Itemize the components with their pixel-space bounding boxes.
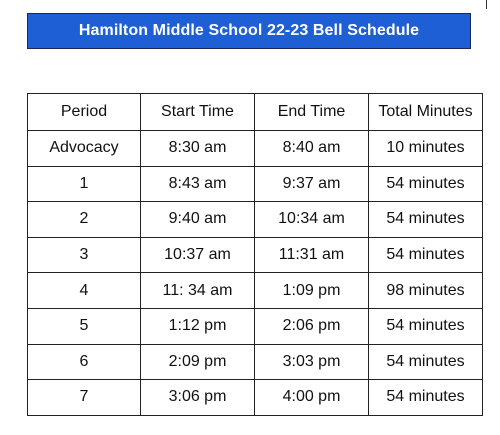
- cell-start-time: 8:43 am: [141, 166, 255, 202]
- cell-end-time: 3:03 pm: [255, 344, 369, 380]
- column-header-start-time: Start Time: [141, 94, 255, 131]
- table-row: [28, 166, 483, 202]
- cell-total-minutes: 54 minutes: [369, 308, 483, 344]
- column-header-period: Period: [28, 94, 141, 131]
- table-row: [28, 380, 483, 416]
- table-row: [28, 202, 483, 238]
- cell-total-minutes: 10 minutes: [369, 131, 483, 167]
- table-row: [28, 131, 483, 167]
- cell-total-minutes: 98 minutes: [369, 273, 483, 309]
- table-row: [28, 273, 483, 309]
- cell-start-time: 2:09 pm: [141, 344, 255, 380]
- page-title-text: Hamilton Middle School 22-23 Bell Schedule: [78, 22, 420, 39]
- cell-start-time: 3:06 pm: [141, 380, 255, 416]
- cell-start-time: 11: 34 am: [141, 273, 255, 309]
- cell-period: Advocacy: [28, 131, 141, 167]
- edge-divider: [486, 0, 487, 9]
- cell-total-minutes: 54 minutes: [369, 344, 483, 380]
- cell-end-time: 8:40 am: [255, 131, 369, 167]
- cell-start-time: 8:30 am: [141, 131, 255, 167]
- cell-period: 4: [28, 273, 141, 309]
- cell-end-time: 10:34 am: [255, 202, 369, 238]
- table-row: [28, 308, 483, 344]
- cell-start-time: 9:40 am: [141, 202, 255, 238]
- cell-period: 3: [28, 237, 141, 273]
- cell-end-time: 4:00 pm: [255, 380, 369, 416]
- column-header-total-minutes: Total Minutes: [369, 94, 483, 131]
- table-header-row: [28, 94, 483, 131]
- cell-period: 2: [28, 202, 141, 238]
- cell-period: 6: [28, 344, 141, 380]
- cell-total-minutes: 54 minutes: [369, 380, 483, 416]
- column-header-end-time: End Time: [255, 94, 369, 131]
- table-row: [28, 237, 483, 273]
- bell-schedule-table: [27, 93, 483, 416]
- page-title: [27, 13, 471, 49]
- cell-period: 7: [28, 380, 141, 416]
- cell-end-time: 11:31 am: [255, 237, 369, 273]
- cell-end-time: 9:37 am: [255, 166, 369, 202]
- cell-period: 1: [28, 166, 141, 202]
- table-row: [28, 344, 483, 380]
- cell-period: 5: [28, 308, 141, 344]
- cell-total-minutes: 54 minutes: [369, 166, 483, 202]
- cell-end-time: 1:09 pm: [255, 273, 369, 309]
- cell-end-time: 2:06 pm: [255, 308, 369, 344]
- cell-total-minutes: 54 minutes: [369, 202, 483, 238]
- cell-start-time: 1:12 pm: [141, 308, 255, 344]
- cell-total-minutes: 54 minutes: [369, 237, 483, 273]
- cell-start-time: 10:37 am: [141, 237, 255, 273]
